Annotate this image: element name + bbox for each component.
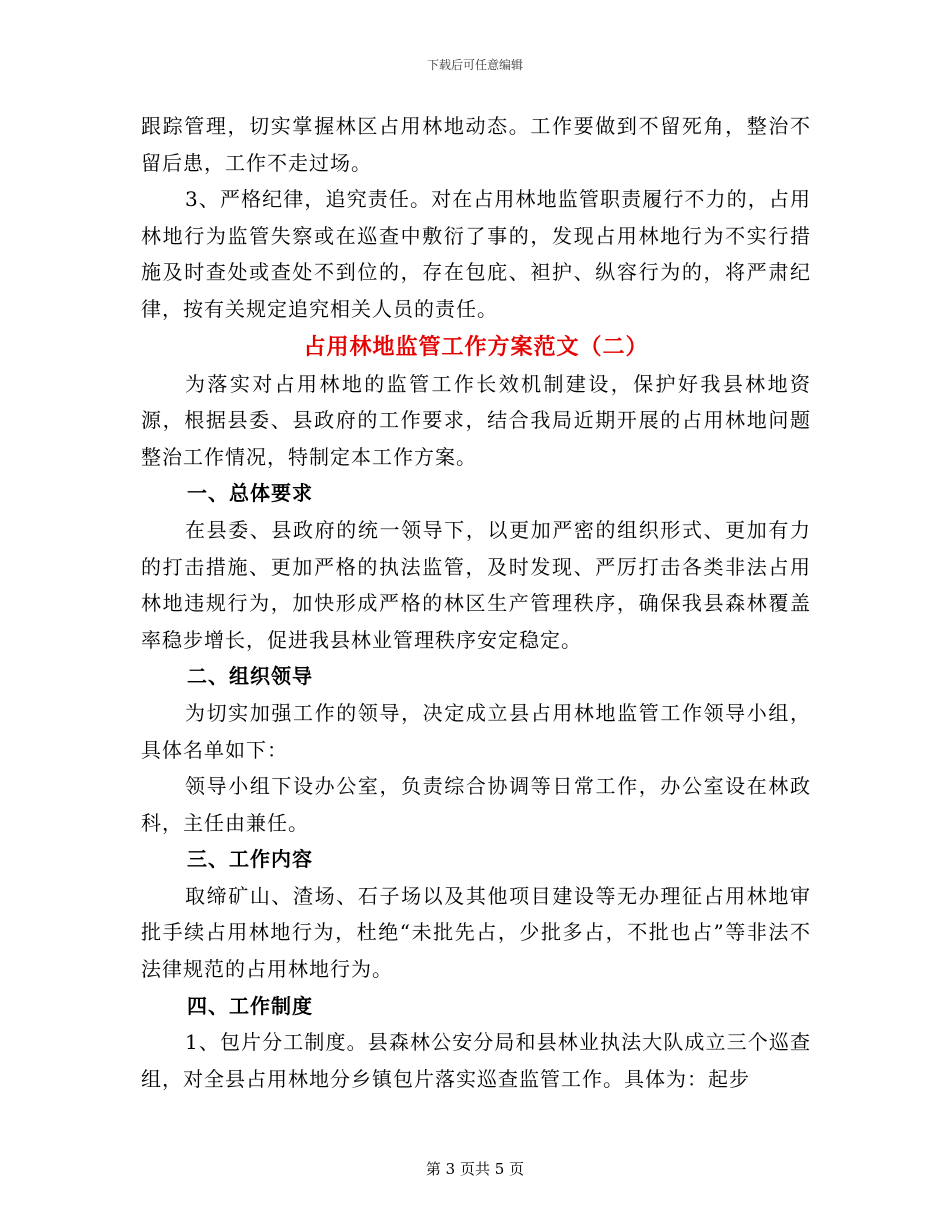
paragraph: 1、包片分工制度。县森林公安分局和县林业执法大队成立三个巡查组，对全县占用林地分乡镇包片落实巡查监管工作。具体为：起步: [141, 1030, 811, 1091]
paragraph: 取缔矿山、渣场、石子场以及其他项目建设等无办理征占用林地审批手续占用林地行为，杜绝“未批先占，少批多占，不批也占”等非法不法律规范的占用林地行为。: [141, 883, 811, 982]
paragraph: 3、严格纪律，追究责任。对在占用林地监管职责履行不力的，占用林地行为监管失察或在巡查中敷衍了事的，发现占用林地行为不实行措施及时查处或查处不到位的，存在包庇、袒护、纵容行为的，将严肃纪律，按有关规定追究相关人员的责任。: [141, 187, 811, 321]
section-heading: 二、组织领导: [187, 664, 313, 689]
section-heading: 四、工作制度: [187, 993, 313, 1018]
section-heading: 一、总体要求: [187, 481, 313, 506]
paragraph: 跟踪管理，切实掌握林区占用林地动态。工作要做到不留死角，整治不留后患，工作不走过场。: [141, 114, 811, 175]
paragraph: 为切实加强工作的领导，决定成立县占用林地监管工作领导小组，具体名单如下：: [141, 700, 811, 762]
section-heading: 三、工作内容: [187, 847, 313, 872]
document-body: [141, 108, 811, 1097]
document-title: 占用林地监管工作方案范文（二）: [303, 333, 649, 360]
paragraph: 为落实对占用林地的监管工作长效机制建设，保护好我县林地资源，根据县委、县政府的工作要求，结合我局近期开展的占用林地问题整治工作情况，特制定本工作方案。: [141, 371, 811, 469]
page-header: 下载后可任意编辑: [426, 58, 523, 72]
page-footer: 第 3 页共 5 页: [425, 1160, 525, 1178]
paragraph: 领导小组下设办公室，负责综合协调等日常工作，办公室设在林政科，主任由兼任。: [141, 774, 811, 835]
paragraph: 在县委、县政府的统一领导下，以更加严密的组织形式、更加有力的打击措施、更加严格的执法监管，及时发现、严厉打击各类非法占用林地违规行为，加快形成严格的林区生产管理秩序，确保我县森林覆盖率稳步增长，促进我县林业管理秩序安定稳定。: [141, 517, 811, 652]
